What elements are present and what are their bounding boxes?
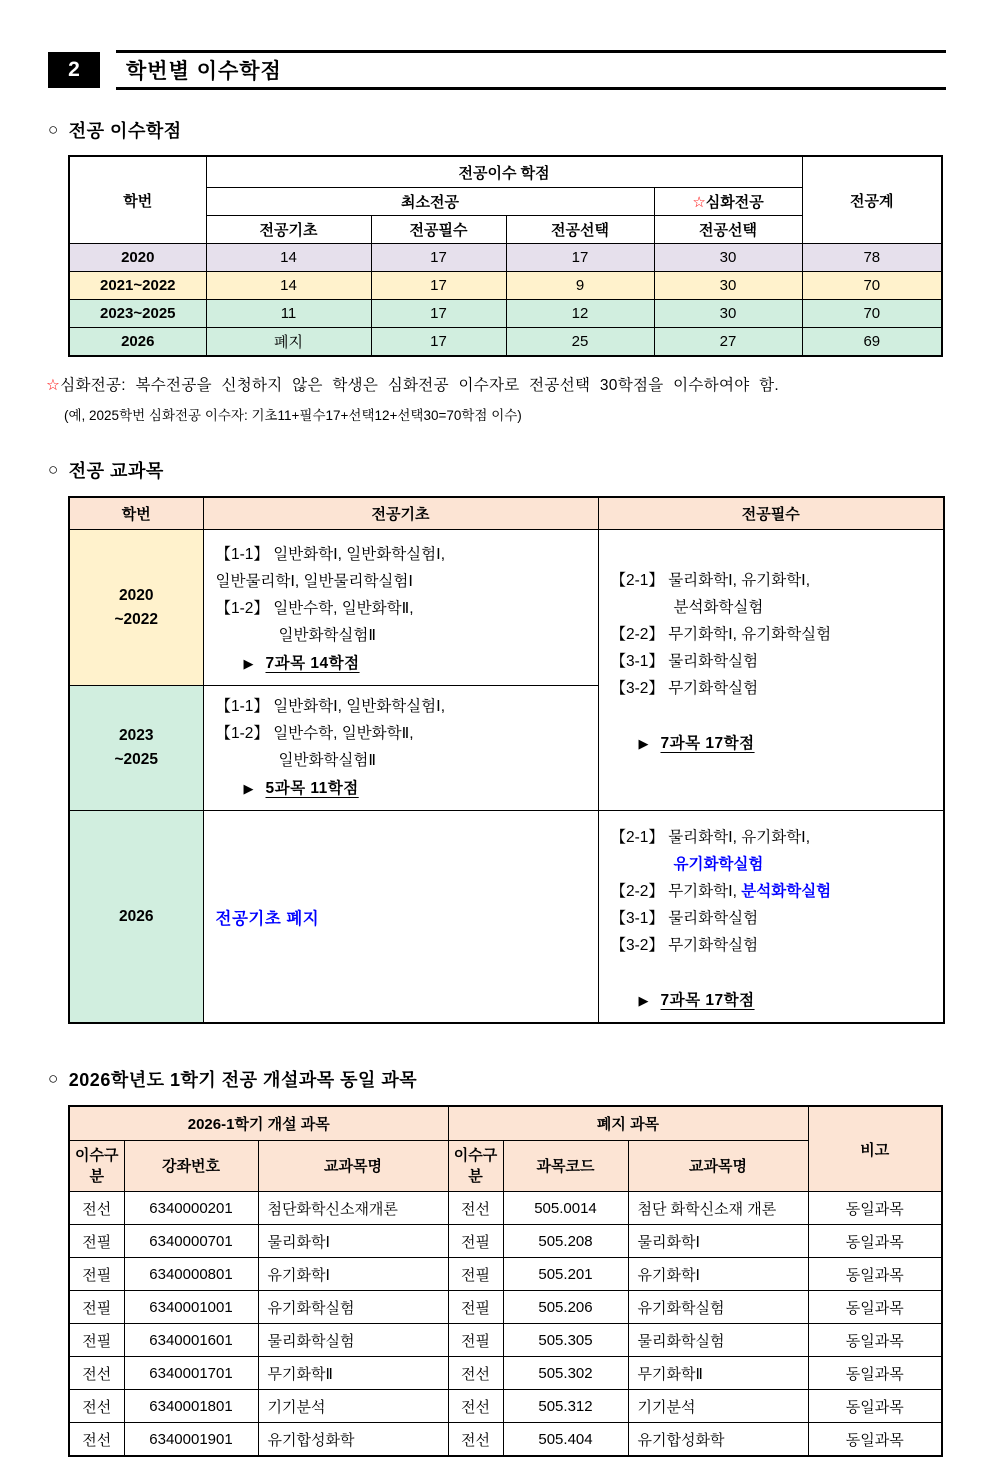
- summary-line: ▶ 7과목 17학점: [638, 992, 755, 1009]
- table-row: [69, 1291, 942, 1324]
- table-row: [69, 1423, 942, 1457]
- cell-code: 505.201: [503, 1258, 628, 1291]
- star-icon: ☆: [692, 194, 706, 211]
- course-line: 일반화학실험Ⅱ: [278, 752, 376, 769]
- circle-bullet-icon: ○: [48, 460, 59, 479]
- cell-name: 첨단화학신소재개론: [258, 1192, 448, 1225]
- course-line: 【1-1】 일반화학Ⅰ, 일반화학실험Ⅰ,: [215, 546, 446, 563]
- cell-class-no: 6340001701: [124, 1357, 258, 1390]
- cell-elective: 12: [506, 300, 654, 328]
- cell-gubun: 전필: [448, 1324, 503, 1357]
- cell-basic-courses: [203, 686, 598, 811]
- course-line: 【2-1】 물리화학Ⅰ, 유기화학Ⅰ,: [610, 829, 811, 846]
- cell-gubun: 전필: [69, 1225, 124, 1258]
- cell-required: 17: [371, 244, 506, 272]
- col-hakbun: 학번: [69, 497, 203, 530]
- summary-line: ▶ 7과목 17학점: [638, 735, 755, 752]
- arrow-icon: ▶: [243, 781, 254, 796]
- cell-note: 동일과목: [808, 1291, 942, 1324]
- col-total: 전공계: [802, 156, 942, 244]
- cell-code: 505.312: [503, 1390, 628, 1423]
- summary-line: ▶ 5과목 11학점: [243, 780, 359, 797]
- summary-line: ▶ 7과목 14학점: [243, 655, 360, 672]
- course-line: 【2-2】 무기화학Ⅰ, 분석화학실험: [610, 883, 832, 900]
- cell-gubun: 전선: [69, 1192, 124, 1225]
- cell-deep: 30: [654, 244, 802, 272]
- table-row: [69, 272, 942, 300]
- row-id: 2023~2025: [69, 300, 206, 328]
- cell-gubun: 전선: [69, 1390, 124, 1423]
- cell-basic-courses: [203, 530, 598, 686]
- cell-total: 70: [802, 272, 942, 300]
- mapping-table: [68, 1105, 943, 1457]
- cell-name: 유기합성화학: [258, 1423, 448, 1457]
- table-row: [69, 244, 942, 272]
- cell-gubun: 전필: [69, 1258, 124, 1291]
- col-min-major: 최소전공: [206, 188, 654, 216]
- cell-gubun: 전필: [69, 1324, 124, 1357]
- cell-note: 동일과목: [808, 1258, 942, 1291]
- deep-major-note: [46, 373, 992, 395]
- cell-class-no: 6340001001: [124, 1291, 258, 1324]
- cell-name: 첨단 화학신소재 개론: [628, 1192, 808, 1225]
- cell-code: 505.206: [503, 1291, 628, 1324]
- col-required: 전공필수: [598, 497, 944, 530]
- row-id: 2026: [69, 328, 206, 357]
- cell-name: 물리화학Ⅰ: [258, 1225, 448, 1258]
- cell-class-no: 6340000801: [124, 1258, 258, 1291]
- col-required: 전공필수: [371, 216, 506, 244]
- cell-required-courses: [598, 811, 944, 1024]
- course-line: 【2-1】 물리화학Ⅰ, 유기화학Ⅰ,: [610, 572, 811, 589]
- col-elective: 전공선택: [506, 216, 654, 244]
- cell-name: 유기화학Ⅰ: [258, 1258, 448, 1291]
- note-line2: (예, 2025학번 심화전공 이수자: 기초11+필수17+선택12+선택30=70학점 이수): [64, 408, 522, 423]
- col-name: 교과목명: [628, 1141, 808, 1192]
- cell-gubun: 전선: [448, 1357, 503, 1390]
- table-row: [69, 1390, 942, 1423]
- note-line1: 심화전공: 복수전공을 신청하지 않은 학생은 심화전공 이수자로 전공선택 30학점을 이수하여야 함.: [60, 377, 779, 394]
- col-basic: 전공기초: [206, 216, 371, 244]
- cell-deep: 30: [654, 272, 802, 300]
- table-row: [69, 300, 942, 328]
- cell-name: 기기분석: [258, 1390, 448, 1423]
- course-line: 【3-1】 물리화학실험: [610, 910, 759, 927]
- row-id: 2023 ~2025: [69, 686, 203, 811]
- course-line: 【1-2】 일반수학, 일반화학Ⅱ,: [215, 600, 414, 617]
- row-id: 2020 ~2022: [69, 530, 203, 686]
- col-hakbun: 학번: [69, 156, 206, 244]
- cell-gubun: 전선: [69, 1423, 124, 1457]
- cell-name: 무기화학Ⅱ: [258, 1357, 448, 1390]
- cell-basic: 폐지: [206, 328, 371, 357]
- table-row: [69, 1225, 942, 1258]
- col-deep-major: ☆심화전공: [654, 188, 802, 216]
- row-id: 2020: [69, 244, 206, 272]
- section-mapping-title: 2026학년도 1학기 전공 개설과목 동일 과목: [68, 1070, 418, 1090]
- courses-table: [68, 496, 945, 1024]
- col-gubun: 이수구분: [448, 1141, 503, 1192]
- arrow-icon: ▶: [243, 656, 254, 671]
- cell-gubun: 전필: [448, 1291, 503, 1324]
- table-row: [69, 328, 942, 357]
- table-row: [69, 1258, 942, 1291]
- cell-code: 505.404: [503, 1423, 628, 1457]
- arrow-icon: ▶: [638, 993, 649, 1008]
- cell-class-no: 6340001901: [124, 1423, 258, 1457]
- cell-basic-abolished: 전공기초 폐지: [203, 811, 598, 1024]
- cell-basic: 11: [206, 300, 371, 328]
- cell-code: 505.302: [503, 1357, 628, 1390]
- cell-gubun: 전선: [448, 1423, 503, 1457]
- course-line: 분석화학실험: [673, 599, 764, 616]
- course-line: 【1-2】 일반수학, 일반화학Ⅱ,: [215, 725, 414, 742]
- doc-header: [48, 50, 946, 90]
- cell-gubun: 전선: [69, 1357, 124, 1390]
- cell-required: 17: [371, 272, 506, 300]
- cell-elective: 25: [506, 328, 654, 357]
- group-closed: 폐지 과목: [448, 1106, 808, 1141]
- table-row: [69, 1357, 942, 1390]
- course-line: 【3-1】 물리화학실험: [610, 653, 759, 670]
- table-row: [69, 811, 944, 1024]
- col-class-no: 강좌번호: [124, 1141, 258, 1192]
- group-open: 2026-1학기 개설 과목: [69, 1106, 448, 1141]
- col-gubun: 이수구분: [69, 1141, 124, 1192]
- section-courses-heading: [48, 457, 992, 483]
- cell-gubun: 전선: [448, 1390, 503, 1423]
- col-deep-elective: 전공선택: [654, 216, 802, 244]
- course-line: 【3-2】 무기화학실험: [610, 680, 759, 697]
- cell-note: 동일과목: [808, 1225, 942, 1258]
- cell-gubun: 전필: [69, 1291, 124, 1324]
- course-line: 일반물리학Ⅰ, 일반물리학실험Ⅰ: [215, 573, 413, 590]
- row-id: 2021~2022: [69, 272, 206, 300]
- cell-note: 동일과목: [808, 1324, 942, 1357]
- course-line: 【3-2】 무기화학실험: [610, 937, 759, 954]
- mapping-header-row-1: [69, 1106, 942, 1141]
- cell-class-no: 6340001801: [124, 1390, 258, 1423]
- cell-name: 기기분석: [628, 1390, 808, 1423]
- row-id: 2026: [69, 811, 203, 1024]
- circle-bullet-icon: ○: [48, 120, 59, 139]
- cell-name: 무기화학Ⅱ: [628, 1357, 808, 1390]
- cell-required: 17: [371, 328, 506, 357]
- table-row: [69, 1324, 942, 1357]
- cell-basic: 14: [206, 244, 371, 272]
- cell-code: 505.208: [503, 1225, 628, 1258]
- course-line: 【1-1】 일반화학Ⅰ, 일반화학실험Ⅰ,: [215, 698, 446, 715]
- course-line: 【2-2】 무기화학Ⅰ, 유기화학실험: [610, 626, 832, 643]
- cell-name: 물리화학실험: [628, 1324, 808, 1357]
- cell-code: 505.0014: [503, 1192, 628, 1225]
- cell-elective: 17: [506, 244, 654, 272]
- table-row: [69, 1192, 942, 1225]
- cell-class-no: 6340001601: [124, 1324, 258, 1357]
- cell-elective: 9: [506, 272, 654, 300]
- cell-gubun: 전필: [448, 1225, 503, 1258]
- cell-note: 동일과목: [808, 1192, 942, 1225]
- section-credits-title: 전공 이수학점: [68, 121, 182, 141]
- course-line: 유기화학실험: [673, 856, 764, 873]
- cell-deep: 27: [654, 328, 802, 357]
- col-basic: 전공기초: [203, 497, 598, 530]
- cell-gubun: 전선: [448, 1192, 503, 1225]
- credits-table: [68, 155, 943, 357]
- col-note: 비고: [808, 1106, 942, 1192]
- cell-required-courses: [598, 530, 944, 811]
- cell-code: 505.305: [503, 1324, 628, 1357]
- cell-name: 물리화학Ⅰ: [628, 1225, 808, 1258]
- cell-note: 동일과목: [808, 1357, 942, 1390]
- star-icon: ☆: [46, 377, 61, 394]
- course-line: 일반화학실험Ⅱ: [278, 627, 376, 644]
- cell-basic: 14: [206, 272, 371, 300]
- cell-total: 70: [802, 300, 942, 328]
- arrow-icon: ▶: [638, 736, 649, 751]
- cell-name: 유기화학Ⅰ: [628, 1258, 808, 1291]
- cell-note: 동일과목: [808, 1390, 942, 1423]
- cell-total: 78: [802, 244, 942, 272]
- cell-name: 유기화학실험: [258, 1291, 448, 1324]
- col-code: 과목코드: [503, 1141, 628, 1192]
- cell-name: 유기화학실험: [628, 1291, 808, 1324]
- cell-deep: 30: [654, 300, 802, 328]
- cell-name: 유기합성화학: [628, 1423, 808, 1457]
- cell-class-no: 6340000701: [124, 1225, 258, 1258]
- cell-name: 물리화학실험: [258, 1324, 448, 1357]
- section-mapping-heading: [48, 1066, 992, 1092]
- section-courses-title: 전공 교과목: [68, 461, 164, 481]
- col-name: 교과목명: [258, 1141, 448, 1192]
- courses-header-row: [69, 497, 944, 530]
- cell-total: 69: [802, 328, 942, 357]
- section-number-box: 2: [48, 52, 100, 88]
- col-credits-group: 전공이수 학점: [206, 156, 802, 188]
- cell-class-no: 6340000201: [124, 1192, 258, 1225]
- cell-required: 17: [371, 300, 506, 328]
- table-row: [69, 530, 944, 686]
- cell-note: 동일과목: [808, 1423, 942, 1457]
- cell-gubun: 전필: [448, 1258, 503, 1291]
- section-credits-heading: [48, 117, 992, 143]
- page-title: 학번별 이수학점: [116, 50, 946, 90]
- circle-bullet-icon: ○: [48, 1069, 59, 1088]
- credits-header-row-1: [69, 156, 942, 188]
